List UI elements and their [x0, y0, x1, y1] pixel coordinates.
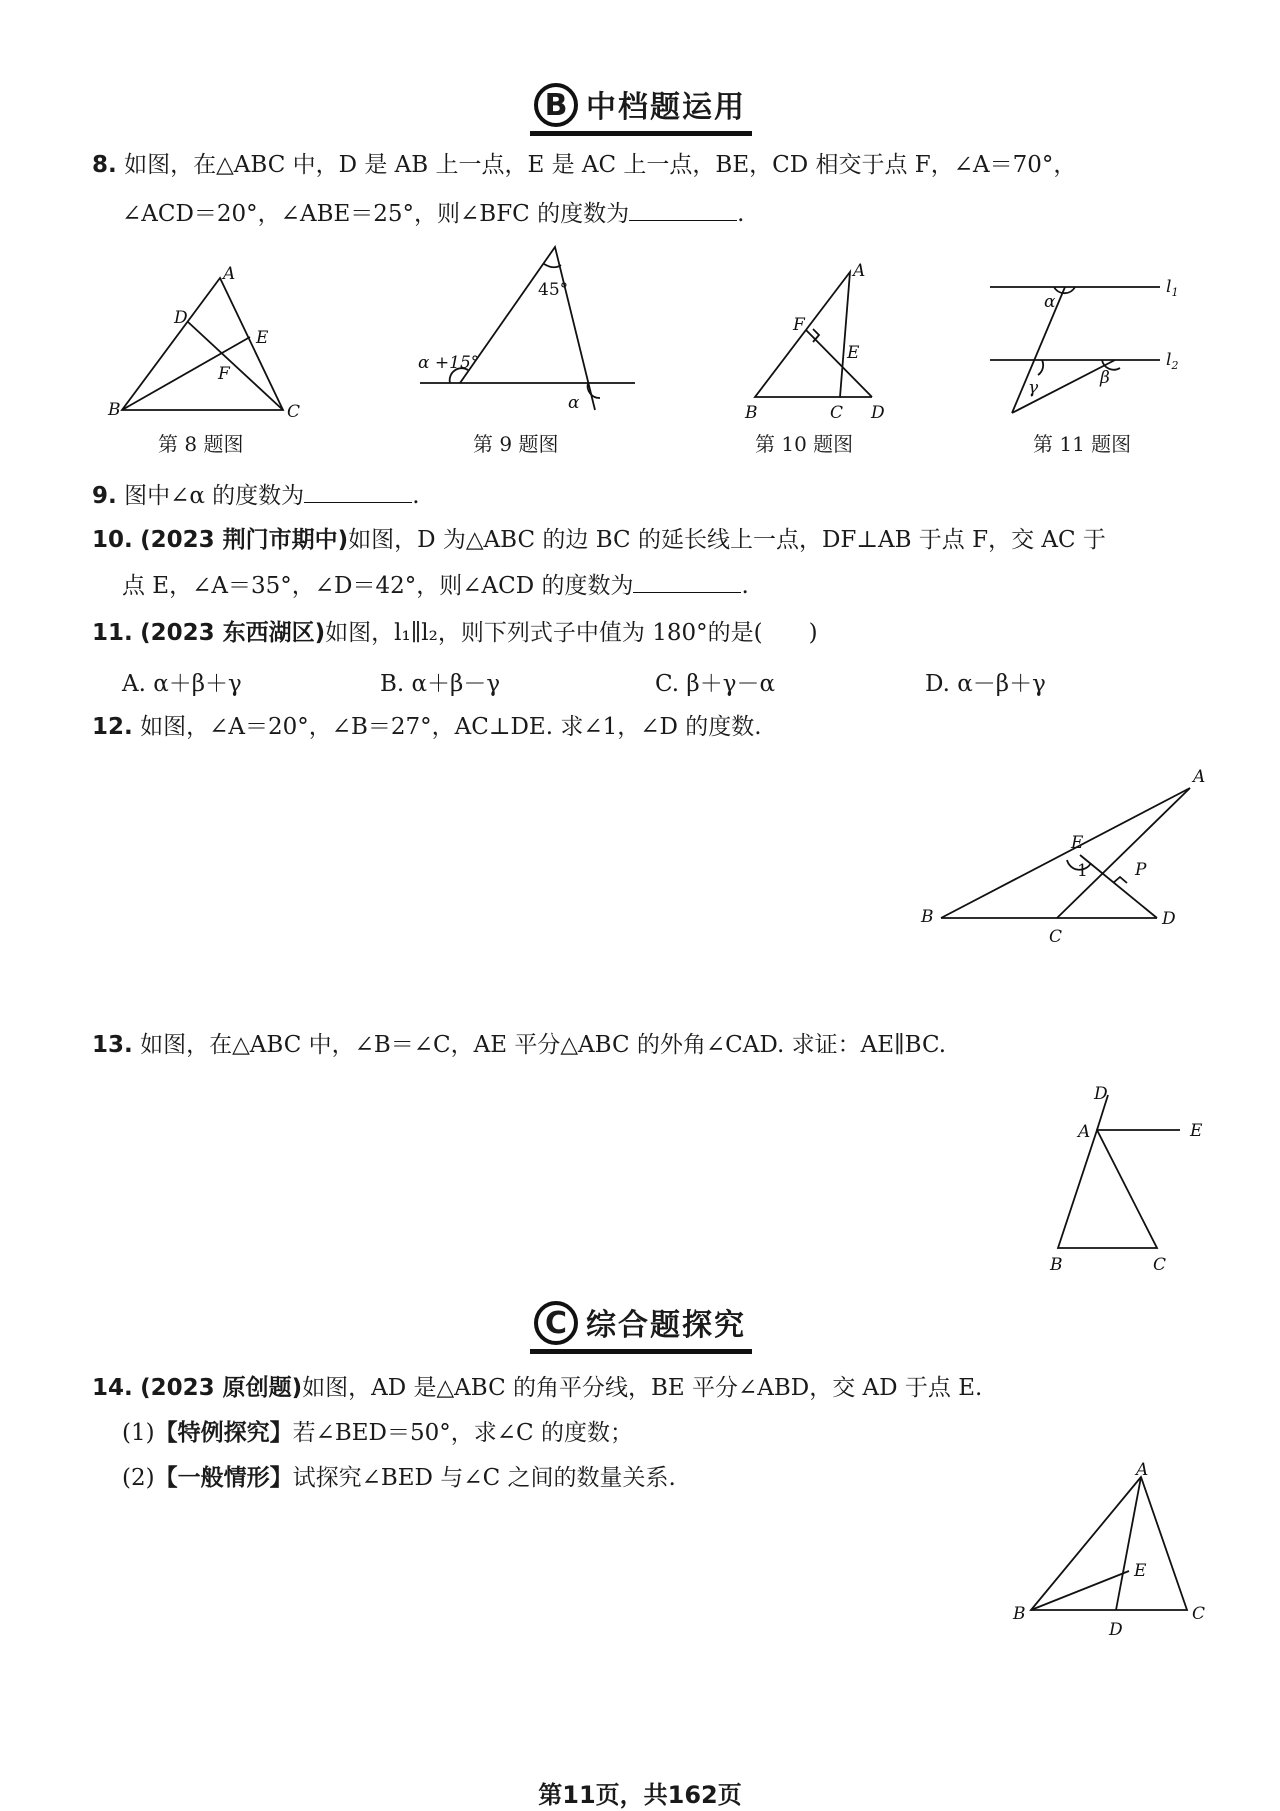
fig14-label-A: A — [1136, 1460, 1149, 1480]
fig13-label-E: E — [1190, 1121, 1203, 1141]
fig13-label-D: D — [1094, 1084, 1108, 1104]
part1-text: 若∠BED＝50°，求∠C 的度数； — [292, 1420, 633, 1446]
section-b-header — [0, 82, 1280, 128]
question-14-text: 如图，AD 是△ABC 的角平分线，BE 平分∠ABD，交 AD 于点 E. — [302, 1375, 983, 1401]
fig10-label-F: F — [793, 315, 805, 335]
question-14-part2: (2)【一般情形】试探究∠BED 与∠C 之间的数量关系. — [122, 1465, 676, 1491]
figure-13 — [1040, 1080, 1220, 1275]
question-8-text1: 如图，在△ABC 中，D 是 AB 上一点，E 是 AC 上一点，BE，CD 相交于点 F，∠A＝70°， — [124, 152, 1077, 178]
question-10-text1: 如图，D 为△ABC 的边 BC 的延长线上一点，DF⊥AB 于点 F，交 AC 于 — [348, 527, 1106, 553]
fig8-label-A: A — [223, 265, 236, 284]
fig9-label-left: α +15° — [418, 353, 480, 373]
caption-fig8: 第 8 题图 — [158, 432, 244, 456]
question-14-source: (2023 原创题) — [140, 1375, 303, 1401]
question-8-number: 8. — [92, 152, 117, 178]
answer-blank[interactable] — [633, 570, 741, 593]
part1-tag: 【特例探究】 — [154, 1420, 293, 1446]
answer-blank[interactable] — [629, 198, 737, 221]
option-b[interactable]: B. α＋β－γ — [380, 671, 501, 697]
question-13-text: 如图，在△ABC 中，∠B＝∠C，AE 平分△ABC 的外角∠CAD. 求证：AE∥BC. — [140, 1032, 947, 1058]
question-12 — [92, 712, 762, 742]
caption-fig9: 第 9 题图 — [473, 432, 559, 456]
question-11-number: 11. — [92, 620, 133, 646]
fig8-label-C: C — [287, 402, 301, 422]
question-14 — [92, 1373, 982, 1403]
option-c[interactable]: C. β＋γ－α — [655, 671, 775, 697]
fig13-label-A: A — [1078, 1122, 1091, 1142]
fig10-label-C: C — [830, 403, 844, 422]
question-13 — [92, 1030, 946, 1060]
fig11-label-alpha: α — [1044, 292, 1056, 312]
question-11 — [92, 618, 818, 648]
fig8-label-B: B — [108, 400, 121, 420]
section-c-badge: C — [534, 1301, 578, 1345]
fig12-label-E: E — [1071, 833, 1084, 853]
part2-tag: 【一般情形】 — [154, 1465, 293, 1491]
question-11-text: 如图，l₁∥l₂，则下列式子中值为 180°的是( ) — [325, 620, 818, 646]
fig14-label-C: C — [1192, 1604, 1206, 1624]
question-9: 9. 图中∠α 的度数为 . — [92, 480, 420, 511]
fig12-label-P: P — [1135, 860, 1147, 880]
question-10-text2: 点 E，∠A＝35°，∠D＝42°，则∠ACD 的度数为 — [122, 573, 634, 599]
question-10-line1 — [92, 525, 1106, 555]
figure-11 — [980, 275, 1190, 425]
section-b-title: 中档题运用 — [586, 82, 746, 128]
section-c-header — [0, 1300, 1280, 1346]
option-a[interactable]: A. α＋β＋γ — [122, 671, 242, 697]
figure-10 — [735, 262, 905, 422]
question-9-text: 图中∠α 的度数为 — [124, 483, 305, 509]
question-9-number: 9. — [92, 483, 117, 509]
fig11-label-l2: $l_2$ — [1166, 350, 1179, 372]
section-b-badge: B — [534, 83, 578, 127]
fig10-label-E: E — [847, 343, 860, 363]
fig14-label-B: B — [1013, 1604, 1026, 1624]
fig14-label-D: D — [1109, 1620, 1123, 1640]
fig13-label-C: C — [1153, 1255, 1167, 1275]
answer-blank[interactable] — [304, 480, 412, 503]
fig10-label-B: B — [745, 403, 758, 422]
fig11-label-l1: $l_1$ — [1166, 277, 1179, 299]
question-12-text: 如图，∠A＝20°，∠B＝27°，AC⊥DE. 求∠1，∠D 的度数. — [140, 714, 762, 740]
fig9-label-right: α — [568, 393, 580, 413]
figure-12 — [915, 765, 1205, 945]
question-14-number: 14. — [92, 1375, 133, 1401]
fig12-label-B: B — [921, 907, 934, 927]
question-10-source: (2023 荆门市期中) — [140, 527, 349, 553]
fig8-label-E: E — [256, 328, 269, 348]
option-d[interactable]: D. α－β＋γ — [925, 671, 1046, 697]
fig13-label-B: B — [1050, 1255, 1063, 1275]
question-10-number: 10. — [92, 527, 133, 553]
fig11-label-beta: β — [1100, 368, 1110, 388]
question-14-part1: (1)【特例探究】若∠BED＝50°，求∠C 的度数； — [122, 1420, 633, 1446]
part2-text: 试探究∠BED 与∠C 之间的数量关系. — [292, 1465, 676, 1491]
question-10-line2: 点 E，∠A＝35°，∠D＝42°，则∠ACD 的度数为 . — [122, 570, 749, 601]
fig8-label-D: D — [174, 308, 188, 328]
fig12-label-A: A — [1193, 767, 1205, 787]
figure-8 — [100, 265, 310, 425]
section-c-title: 综合题探究 — [586, 1300, 746, 1346]
question-8-text2: ∠ACD＝20°，∠ABE＝25°，则∠BFC 的度数为 — [122, 201, 630, 227]
caption-fig10: 第 10 题图 — [755, 432, 854, 456]
fig8-label-F: F — [218, 364, 230, 384]
fig12-label-C: C — [1049, 927, 1063, 945]
question-8-line1 — [92, 150, 1076, 180]
question-12-number: 12. — [92, 714, 133, 740]
page-footer: 第11页，共162页 — [538, 1781, 742, 1809]
fig10-label-D: D — [871, 403, 885, 422]
fig10-label-A: A — [853, 262, 866, 281]
fig14-label-E: E — [1134, 1561, 1147, 1581]
question-13-number: 13. — [92, 1032, 133, 1058]
question-11-source: (2023 东西湖区) — [140, 620, 326, 646]
figure-14 — [1005, 1455, 1215, 1655]
question-8-line2: ∠ACD＝20°，∠ABE＝25°，则∠BFC 的度数为 . — [122, 198, 744, 229]
caption-fig11: 第 11 题图 — [1033, 432, 1132, 456]
fig9-label-top: 45° — [538, 280, 569, 300]
fig12-label-D: D — [1162, 909, 1176, 929]
fig12-label-angle1: 1 — [1077, 861, 1088, 881]
fig11-label-gamma: γ — [1028, 378, 1039, 398]
figure-9 — [410, 240, 640, 415]
